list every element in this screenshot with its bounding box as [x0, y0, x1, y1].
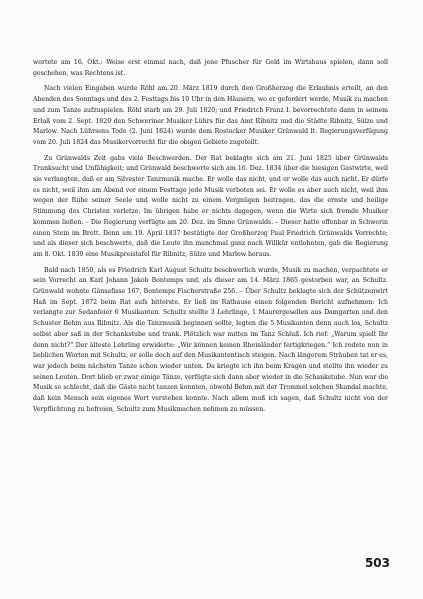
document-page [33, 58, 388, 421]
paragraph-3: Zu Grünwalds Zeit gabs viele Beschwerden. Der Rat beklagte sich am 21. Juni 1825 über Grünwalds Trunksucht und Unfähigkeit; und Grünwald beschwerte sich am 16. Dez. 1834 über die hiesigen Gastwirte, weil sie verlangten, daß er am Silvester Tanzmusik mache. Er wolle das nicht, und er wolle das auch nicht. Er dürfe es nicht, weil ihm am Abend vor einem Festtage jede Musik verboten sei. Er wolle es aber auch nicht, weil ihm wegen der Ruhe seiner Seele und wolle nicht zu einem Vergnügen beitragen, das die ernste und heilige Stimmung des Christen verletze. Im übrigen habe er nichts dagegen, wenn die Wirte sich fremde Musiker kommen ließen. – Die Regierung verfügte am 20. Dez. im Sinne Grünwalds. – Dieser hatte offenbar in Schwerin einen Stein im Brett. Denn am 19. April 1837 bestätigte der Großherzog Paul Friedrich Grünwalds Vorrechte; und als dieser sich beschwerte, daß die Leute ihn manchmal ganz nach Willkür entlohnten, gab die Regierung am 8. Okt. 1839 eine Musikpreistafel für Ribnitz, Sülze und Marlow heraus. [33, 154, 388, 258]
page-number: 503 [364, 556, 390, 570]
paragraph-2: Nach vielen Eingaben wurde Röhl am 20. März 1819 durch den Großherzog die Erlaubnis erteilt, an den Abenden des Sonntags und des 2. Festtags bis 10 Uhr in den Häusern, wo er gefordert werde, Musik zu machen und zum Tanze aufzuspielen. Röhl starb am 29. Juli 1820; und Friedrich Franz I. bevorrechtete dann in seinem Erlaß vom 2. Sept. 1820 den Schweriner Musiker Lührs für das Amt Ribnitz und die Städte Ribnitz, Sülze und Marlow. Nach Lührsens Tode (2. Juni 1824) wurde dem Rostocker Musiker Grünwald lt. Regierungsverfügung vom 20. Juli 1824 das Musikervorrecht für die obigen Gebiete zugeteilt. [33, 85, 388, 146]
paragraph-4: Bald nach 1850, als es Friedrich Karl August Schultz beschwerlich wurde, Musik zu machen, verpachtete er sein Vorrecht an Karl Johann Jakob Bontemps und, als dieser am 14. März 1865 gestorben war, an Schultz. Grünwald wohnte Gänsefisse 167, Bontemps Fischerstraße 256. – Über Schultz beklagte sich der Schützenwirt Haß im Sept. 1872 beim Rat aufs bitterste. Er ließ im Rathause einen folgenden Bericht aufnehmen: Ich verlangte zur Sedanfeier 6 Musikanten. Schultz stellte 3 Lehrlinge, 1 Maurergesellen aus Damgarten und den Schuster Behm aus Ribnitz. Als die Tanzmusik beginnen sollte, legten die 5 Musikanten denn auch los, Schultz selbst aber saß in der Schankstube und trank. Plötzlich war mitten im Tanz Schluß. Ich rief: „Warum spielt Ihr denn nicht?“ Der älteste Lehrling erwiderte: „Wir können keinen Rheinländer fertigkriegen.“ Ich redete nun in lieblichen Worten mit Schultz, er solle doch auf den Musikantentisch steigen. Nach längerem Sträuben tat er es, war jedoch beim nächsten Tanze schon wieder unten. Da kriegte ich ihn beim Kragen und stellte ihn wieder zu seinen Leuten. Dort blieb er zwar einige Tänze, verfügte sich dann aber wieder in die Schankstube. Nun war die Musik so schlecht, daß die Gäste nicht tanzen konnten, obwohl Behm mit der Trommel solchen Skandal machte, daß kein Mensch sein eigenes Wort verstehen konnte. Nach allem muß ich sagen, daß Schultz nicht von der Verpflichtung zu befreien, Schultz zum Musikmachen nehmen zu müssen. [33, 266, 388, 413]
paragraph-1: wortete am 16. Okt.: Weise erst einmal nach, daß jene Pfuscher für Geld im Wirtshaus spielen, dann soll geschehen, was Rechtens ist. [33, 59, 388, 77]
